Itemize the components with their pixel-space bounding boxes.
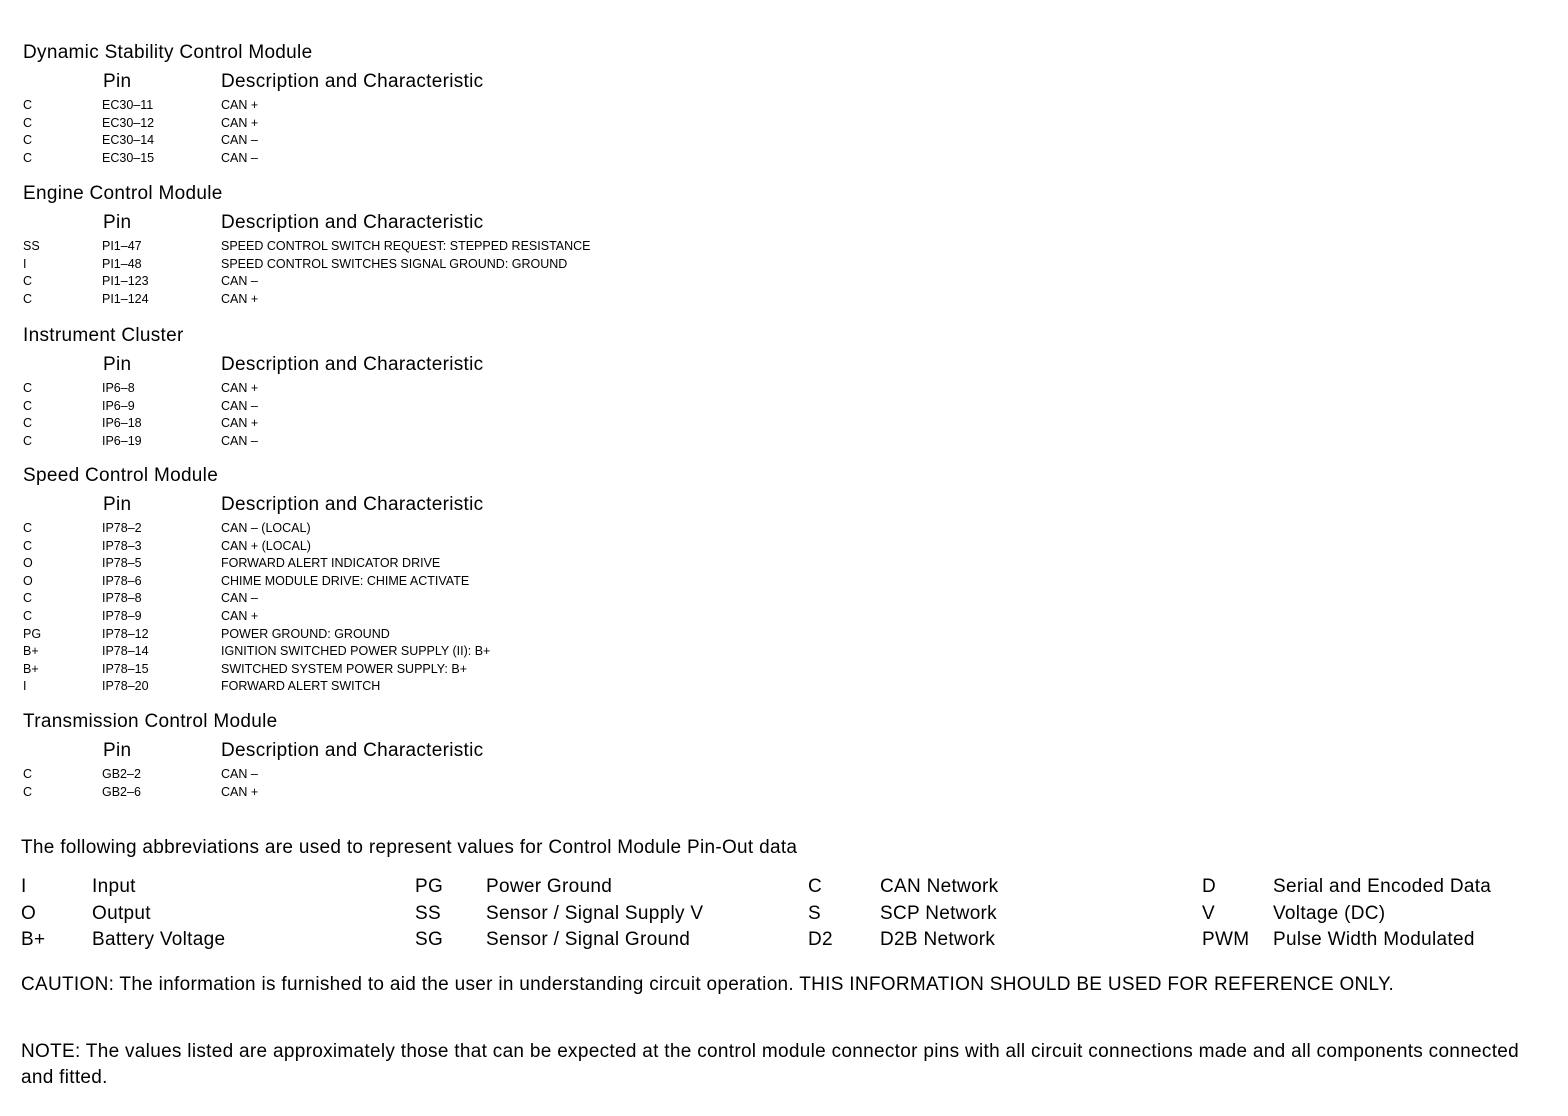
pin-description: CAN + xyxy=(221,381,259,395)
pin-description: POWER GROUND: GROUND xyxy=(221,626,390,641)
abbreviation-code: I xyxy=(21,876,27,897)
pin-description: CAN – xyxy=(221,150,258,165)
pin-type: I xyxy=(23,256,27,271)
pin-row xyxy=(0,678,800,696)
pin-description: CAN – xyxy=(221,274,258,289)
pin-row xyxy=(0,256,800,274)
pin-type: C xyxy=(23,115,33,130)
pin-column-header: Pin xyxy=(103,212,132,233)
pin-row xyxy=(0,132,800,150)
pin-rows xyxy=(0,520,800,696)
abbreviation-code: V xyxy=(1202,902,1215,924)
abbreviation-code: D xyxy=(1202,876,1217,897)
pin-row xyxy=(0,415,800,433)
abbreviations-intro: The following abbreviations are used to represent values for Control Module Pin-Out data xyxy=(21,837,798,858)
module-title: Instrument Cluster xyxy=(23,325,184,346)
abbreviation-code: PG xyxy=(415,876,444,897)
pin-id: IP78–15 xyxy=(102,661,149,676)
pin-row xyxy=(0,380,800,398)
pin-id: PI1–47 xyxy=(102,239,142,253)
pin-rows xyxy=(0,238,800,308)
pin-type: O xyxy=(23,573,33,588)
pin-column-header: Pin xyxy=(103,740,132,761)
abbreviation-code: B+ xyxy=(21,929,46,950)
pin-id: EC30–15 xyxy=(102,150,155,165)
pin-type: C xyxy=(23,416,33,431)
pin-row xyxy=(0,555,800,573)
pin-description: CAN – xyxy=(221,133,258,148)
abbreviations-legend xyxy=(0,876,1568,958)
pin-description: IGNITION SWITCHED POWER SUPPLY (II): B+ xyxy=(221,644,491,659)
pin-id: IP78–3 xyxy=(102,538,142,553)
pin-id: IP6–18 xyxy=(102,416,142,431)
pin-type: C xyxy=(23,291,33,306)
abbreviation-meaning: Voltage (DC) xyxy=(1273,902,1386,924)
pin-description: CAN – xyxy=(221,767,258,781)
pin-type: C xyxy=(23,538,33,553)
pin-id: IP78–14 xyxy=(102,644,149,659)
pin-description: CAN – (LOCAL) xyxy=(221,521,311,535)
pin-description: CAN + xyxy=(221,98,259,112)
pin-id: PI1–124 xyxy=(102,291,149,306)
pin-row xyxy=(0,398,800,416)
abbreviation-meaning: Pulse Width Modulated xyxy=(1273,929,1475,950)
abbreviation-code: O xyxy=(21,902,37,924)
pin-row xyxy=(0,520,800,538)
pin-description: SWITCHED SYSTEM POWER SUPPLY: B+ xyxy=(221,661,467,676)
pin-row xyxy=(0,273,800,291)
module-title: Transmission Control Module xyxy=(23,711,278,732)
pin-row xyxy=(0,115,800,133)
pin-description: CAN + (LOCAL) xyxy=(221,538,311,553)
pin-type: I xyxy=(23,679,27,694)
description-column-header: Description and Characteristic xyxy=(221,494,484,515)
abbreviation-meaning: Output xyxy=(92,902,151,924)
pin-row xyxy=(0,643,800,661)
pin-type: C xyxy=(23,381,33,395)
pin-row xyxy=(0,766,800,784)
abbreviation-code: D2 xyxy=(808,929,833,950)
pin-description: CAN + xyxy=(221,115,259,130)
abbreviation-meaning: CAN Network xyxy=(880,876,999,897)
description-column-header: Description and Characteristic xyxy=(221,71,484,92)
note-text: NOTE: The values listed are approximately those that can be expected at the control module connector pins with all circuit connections made and all components connected and fitted. xyxy=(21,1041,1520,1088)
abbreviation-meaning: SCP Network xyxy=(880,902,997,924)
pin-column-header: Pin xyxy=(103,71,132,92)
pin-rows xyxy=(0,766,800,801)
pin-id: IP78–5 xyxy=(102,556,142,571)
pin-id: EC30–12 xyxy=(102,115,155,130)
pin-id: IP78–6 xyxy=(102,573,142,588)
pin-row xyxy=(0,291,800,309)
pin-row xyxy=(0,784,800,802)
pin-description: CAN – xyxy=(221,591,258,606)
pin-id: IP6–9 xyxy=(102,398,135,413)
pin-row xyxy=(0,590,800,608)
pin-type: C xyxy=(23,398,33,413)
pin-id: EC30–14 xyxy=(102,133,155,148)
pin-type: C xyxy=(23,767,33,781)
pin-id: IP6–8 xyxy=(102,381,135,395)
abbreviation-meaning: Sensor / Signal Supply V xyxy=(486,902,704,924)
abbreviation-code: C xyxy=(808,876,823,897)
pin-row xyxy=(0,433,800,451)
pin-type: C xyxy=(23,784,33,799)
pin-type: O xyxy=(23,556,33,571)
pin-column-header: Pin xyxy=(103,354,132,375)
abbreviation-code: PWM xyxy=(1202,929,1250,950)
pin-row xyxy=(0,238,800,256)
pin-row xyxy=(0,538,800,556)
pin-id: IP78–12 xyxy=(102,626,149,641)
pin-description: CAN + xyxy=(221,784,259,799)
pin-row xyxy=(0,150,800,168)
pin-type: SS xyxy=(23,239,40,253)
pin-row xyxy=(0,608,800,626)
pin-column-header: Pin xyxy=(103,494,132,515)
pin-id: IP78–2 xyxy=(102,521,142,535)
pin-description: FORWARD ALERT SWITCH xyxy=(221,679,381,694)
pin-type: C xyxy=(23,591,33,606)
abbreviation-meaning: Power Ground xyxy=(486,876,613,897)
pin-row xyxy=(0,626,800,644)
description-column-header: Description and Characteristic xyxy=(221,354,484,375)
pin-id: PI1–48 xyxy=(102,256,142,271)
pin-row xyxy=(0,573,800,591)
abbreviation-meaning: Sensor / Signal Ground xyxy=(486,929,691,950)
pin-rows xyxy=(0,380,800,450)
pin-type: C xyxy=(23,521,33,535)
description-column-header: Description and Characteristic xyxy=(221,212,484,233)
pin-type: C xyxy=(23,133,33,148)
abbreviation-code: SG xyxy=(415,929,444,950)
pin-description: CAN + xyxy=(221,416,259,431)
pin-description: FORWARD ALERT INDICATOR DRIVE xyxy=(221,556,441,571)
pin-type: C xyxy=(23,98,33,112)
pin-description: CAN – xyxy=(221,433,258,448)
module-title: Engine Control Module xyxy=(23,183,223,204)
abbreviation-meaning: D2B Network xyxy=(880,929,996,950)
pin-type: PG xyxy=(23,626,42,641)
pin-description: CAN – xyxy=(221,398,258,413)
pin-description: SPEED CONTROL SWITCH REQUEST: STEPPED RESISTANCE xyxy=(221,239,591,253)
pin-id: PI1–123 xyxy=(102,274,149,289)
pin-row xyxy=(0,97,800,115)
pin-type: B+ xyxy=(23,644,39,659)
pin-type: C xyxy=(23,433,33,448)
abbreviation-code: SS xyxy=(415,902,441,924)
pin-type: C xyxy=(23,274,33,289)
abbreviation-meaning: Input xyxy=(92,876,136,897)
pin-id: IP78–9 xyxy=(102,608,142,623)
abbreviation-meaning: Battery Voltage xyxy=(92,929,226,950)
pin-description: CAN + xyxy=(221,608,259,623)
description-column-header: Description and Characteristic xyxy=(221,740,484,761)
pin-type: B+ xyxy=(23,661,39,676)
module-title: Dynamic Stability Control Module xyxy=(23,42,313,63)
pin-description: CAN + xyxy=(221,291,259,306)
module-title: Speed Control Module xyxy=(23,465,219,486)
pin-id: GB2–6 xyxy=(102,784,141,799)
pin-type: C xyxy=(23,150,33,165)
pin-id: IP78–8 xyxy=(102,591,142,606)
pin-description: SPEED CONTROL SWITCHES SIGNAL GROUND: GROUND xyxy=(221,256,568,271)
pin-description: CHIME MODULE DRIVE: CHIME ACTIVATE xyxy=(221,573,470,588)
pin-id: EC30–11 xyxy=(102,98,154,112)
pin-id: IP78–20 xyxy=(102,679,149,694)
pin-id: GB2–2 xyxy=(102,767,141,781)
pin-id: IP6–19 xyxy=(102,433,142,448)
pin-row xyxy=(0,661,800,679)
caution-text: CAUTION: The information is furnished to aid the user in understanding circuit operation. THIS INFORMATION SHOULD BE USED FOR REFERENCE ONLY. xyxy=(21,974,1395,995)
pin-type: C xyxy=(23,608,33,623)
abbreviation-meaning: Serial and Encoded Data xyxy=(1273,876,1492,897)
abbreviation-code: S xyxy=(808,902,821,924)
pin-rows xyxy=(0,97,800,167)
